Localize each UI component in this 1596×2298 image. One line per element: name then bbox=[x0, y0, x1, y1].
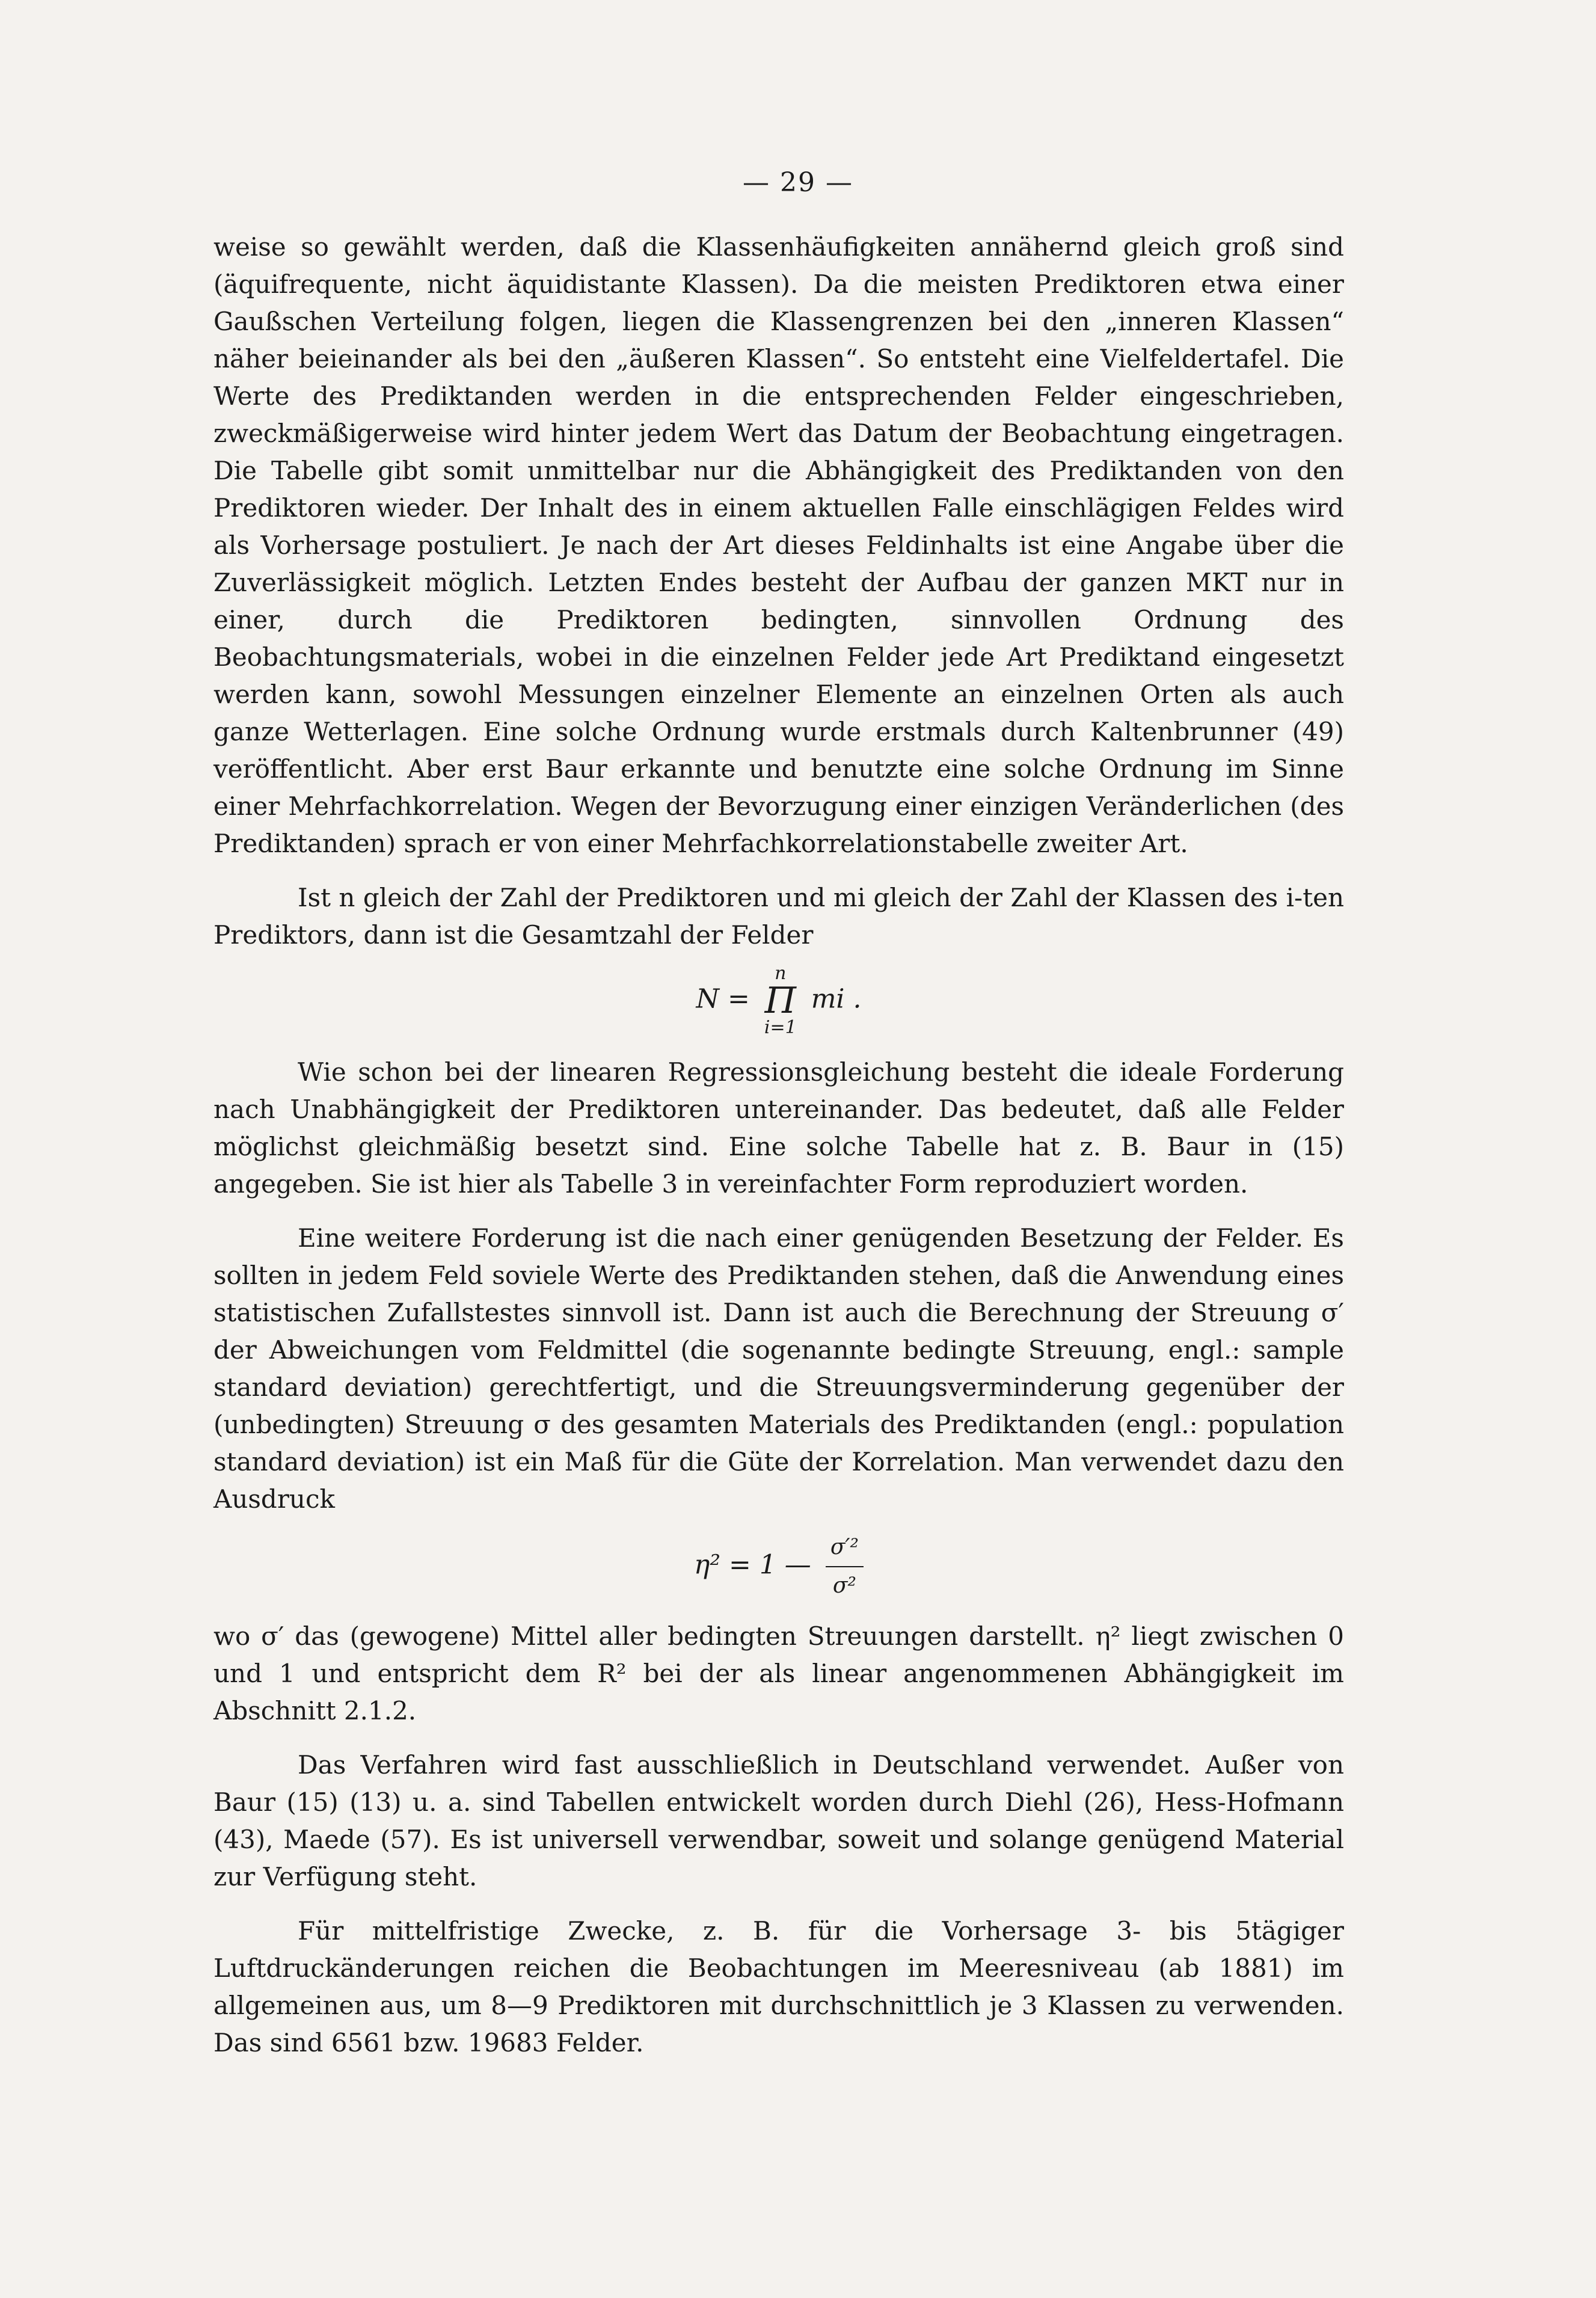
product-upper-limit: n bbox=[775, 963, 787, 984]
formula-eta bbox=[213, 1529, 1344, 1605]
formula-product bbox=[213, 965, 1344, 1037]
fraction-numerator: σ′² bbox=[826, 1529, 864, 1567]
formula-product-rhs: mi . bbox=[811, 983, 862, 1015]
paragraph-5: wo σ′ das (gewogene) Mittel aller bedingten Streuungen darstellt. η² liegt zwischen 0 und 1 und entspricht dem R² bei der als linear angenommenen Abhängigkeit im Abschnitt 2.1.2. bbox=[213, 1621, 1344, 1725]
formula-eta-fraction bbox=[826, 1529, 864, 1605]
formula-product-lhs: N = bbox=[696, 983, 750, 1015]
paragraph-6: Das Verfahren wird fast ausschließlich in Deutschland verwendet. Außer von Baur (15) (13) u. a. sind Tabellen entwickelt worden durch Diehl (26), Hess-Hofmann (43), Maede (57). Es ist universell verwendbar, soweit und solange genügend Material zur Verfügung steht. bbox=[213, 1750, 1344, 1891]
formula-eta-lhs: η² = 1 — bbox=[693, 1549, 811, 1581]
page-number: — 29 — bbox=[743, 167, 853, 198]
paragraph-4: Eine weitere Forderung ist die nach einer genügenden Besetzung der Felder. Es sollten in jedem Feld soviele Werte des Prediktanden stehen, daß die Anwendung eines statistischen Zufallstestes sinnvoll ist. Dann ist auch die Berechnung der Streuung σ′ der Abweichungen vom Feldmittel (die sogenannte bedingte Streuung, engl.: sample standard deviation) gerechtfertigt, und die Streuungsverminderung gegenüber der (unbedingten) Streuung σ des gesamten Materials des Prediktanden (engl.: population standard deviation) ist ein Maß für die Güte der Korrelation. Man verwendet dazu den Ausdruck bbox=[213, 1223, 1344, 1514]
fraction-denominator: σ² bbox=[832, 1573, 856, 1598]
paragraph-1: weise so gewählt werden, daß die Klassenhäufigkeiten annähernd gleich groß sind (äquifrequente, nicht äquidistante Klassen). Da die meisten Prediktoren etwa einer Gaußschen Verteilung folgen, liegen die Klassengrenzen bei den „inneren Klassen“ näher beieinander als bei den „äußeren Klassen“. So entsteht eine Vielfeldertafel. Die Werte des Prediktanden werden in die entsprechenden Felder eingeschrieben, zweckmäßigerweise wird hinter jedem Wert das Datum der Beobachtung eingetragen. Die Tabelle gibt somit unmittelbar nur die Abhängigkeit des Prediktanden von den Prediktoren wieder. Der Inhalt des in einem aktuellen Falle einschlägigen Feldes wird als Vorhersage postuliert. Je nach der Art dieses Feldinhalts ist eine Angabe über die Zuverlässigkeit möglich. Letzten Endes besteht der Aufbau der ganzen MKT nur in einer, durch die Prediktoren bedingten, sinnvollen Ordnung des Beobachtungsmaterials, wobei in die einzelnen Felder jede Art Prediktand eingesetzt werden kann, sowohl Messungen einzelner Elemente an einzelnen Orten als auch ganze Wetterlagen. Eine solche Ordnung wurde erstmals durch Kaltenbrunner (49) veröffentlicht. Aber erst Baur erkannte und benutzte eine solche Ordnung im Sinne einer Mehrfachkorrelation. Wegen der Bevorzugung einer einzigen Veränderlichen (des Prediktanden) sprach er von einer Mehrfachkorrelationstabelle zweiter Art. bbox=[213, 232, 1344, 858]
body-text bbox=[213, 229, 1344, 2062]
product-operator bbox=[764, 965, 797, 1037]
paragraph-2: Ist n gleich der Zahl der Prediktoren und mi gleich der Zahl der Klassen des i-ten Prediktors, dann ist die Gesamtzahl der Felder bbox=[213, 883, 1344, 950]
product-lower-limit: i=1 bbox=[764, 1017, 797, 1038]
paragraph-7: Für mittelfristige Zwecke, z. B. für die Vorhersage 3- bis 5tägiger Luftdruckänderungen reichen die Beobachtungen im Meeresniveau (ab 1881) im allgemeinen aus, um 8—9 Prediktoren mit durchschnittlich je 3 Klassen zu verwenden. Das sind 6561 bzw. 19683 Felder. bbox=[213, 1916, 1344, 2057]
paragraph-3: Wie schon bei der linearen Regressionsgleichung besteht die ideale Forderung nach Unabhängigkeit der Prediktoren untereinander. Das bedeutet, daß alle Felder möglichst gleichmäßig besetzt sind. Eine solche Tabelle hat z. B. Baur in (15) angegeben. Sie ist hier als Tabelle 3 in vereinfachter Form reproduziert worden. bbox=[213, 1057, 1344, 1199]
product-symbol: Π bbox=[764, 980, 796, 1022]
